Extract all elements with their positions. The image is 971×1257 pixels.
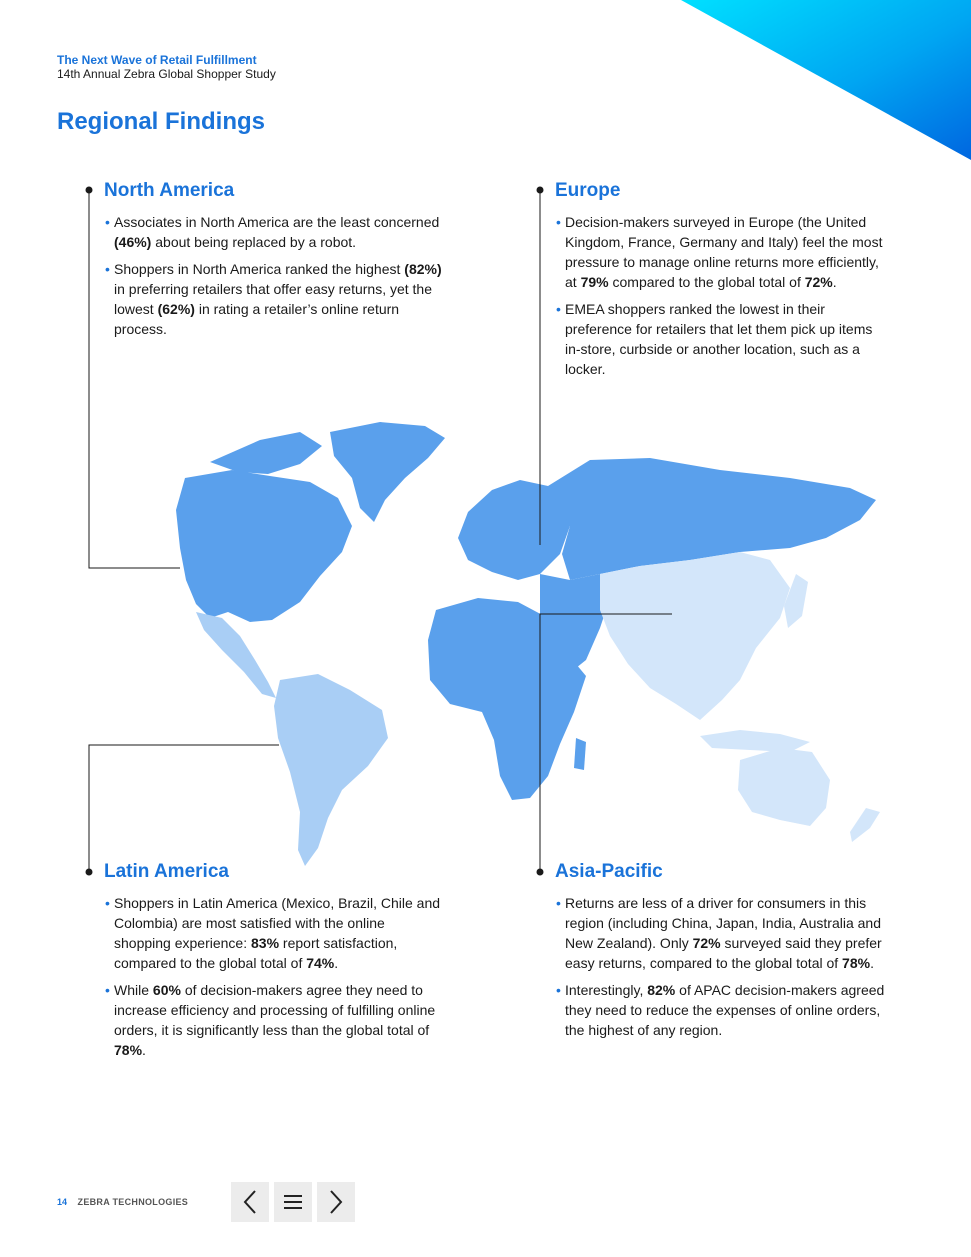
- finding-item: • EMEA shoppers ranked the lowest in their preference for retailers that let them pick up items in-store, curbside or another location, such as a locker.: [565, 299, 890, 379]
- region-north-america: [104, 180, 444, 346]
- region-latin-america: [104, 861, 444, 1067]
- finding-item: • Decision-makers surveyed in Europe (the United Kingdom, France, Germany and Italy) feel the most pressure to manage online returns more efficiently, at 79% compared to the global total of 72%.: [565, 212, 890, 292]
- finding-list: [104, 893, 444, 1060]
- map-arctic-islands: [210, 432, 322, 474]
- next-page-button[interactable]: [317, 1182, 355, 1222]
- page-number: 14: [57, 1197, 68, 1207]
- chevron-right-icon: [328, 1189, 344, 1215]
- brand-name: ZEBRA TECHNOLOGIES: [77, 1197, 189, 1207]
- map-indonesia: [700, 730, 810, 752]
- page-footer: [57, 1197, 188, 1207]
- report-header: [57, 53, 276, 81]
- map-greenland: [330, 422, 445, 522]
- finding-item: • Shoppers in Latin America (Mexico, Brazil, Chile and Colombia) are most satisfied with the online shopping experience: 83% report satisfaction, compared to the global total of 74%.: [114, 893, 444, 973]
- menu-icon: [283, 1194, 303, 1210]
- map-new-zealand: [850, 808, 880, 842]
- map-asia-pacific: [600, 552, 790, 720]
- region-title: Europe: [555, 180, 621, 201]
- page-title: Regional Findings: [57, 108, 265, 135]
- chevron-left-icon: [242, 1189, 258, 1215]
- world-map: [0, 400, 971, 880]
- report-title: The Next Wave of Retail Fulfillment: [57, 53, 257, 67]
- finding-item: • Shoppers in North America ranked the highest (82%) in preferring retailers that offer easy returns, yet the lowest (62%) in rating a retailer’s online return process.: [114, 259, 444, 339]
- finding-item: • While 60% of decision-makers agree they need to increase efficiency and processing of fulfilling online orders, it is significantly less than the global total of 78%.: [114, 980, 444, 1060]
- finding-list: [555, 893, 890, 1040]
- region-title: North America: [104, 180, 235, 201]
- map-south-america: [274, 674, 388, 866]
- map-australia: [738, 748, 830, 826]
- map-madagascar: [574, 738, 586, 770]
- map-japan: [784, 574, 808, 628]
- finding-item: • Returns are less of a driver for consumers in this region (including China, Japan, India, Australia and New Zealand). Only 72% surveyed said they prefer easy returns, compared to the global total of 78%.: [565, 893, 890, 973]
- finding-list: [555, 212, 890, 379]
- previous-page-button[interactable]: [231, 1182, 269, 1222]
- map-central-america: [196, 612, 276, 698]
- page-navigation: [231, 1182, 355, 1222]
- corner-gradient-decoration: [681, 0, 971, 160]
- region-asia-pacific: [555, 861, 890, 1047]
- menu-button[interactable]: [274, 1182, 312, 1222]
- finding-item: • Associates in North America are the least concerned (46%) about being replaced by a robot.: [114, 212, 444, 252]
- finding-list: [104, 212, 444, 339]
- map-north-america: [176, 470, 352, 622]
- finding-item: • Interestingly, 82% of APAC decision-makers agreed they need to reduce the expenses of online orders, the highest of any region.: [565, 980, 890, 1040]
- region-title: Latin America: [104, 861, 229, 882]
- region-title: Asia-Pacific: [555, 861, 663, 882]
- report-subtitle: 14th Annual Zebra Global Shopper Study: [57, 67, 276, 81]
- region-europe: [555, 180, 890, 386]
